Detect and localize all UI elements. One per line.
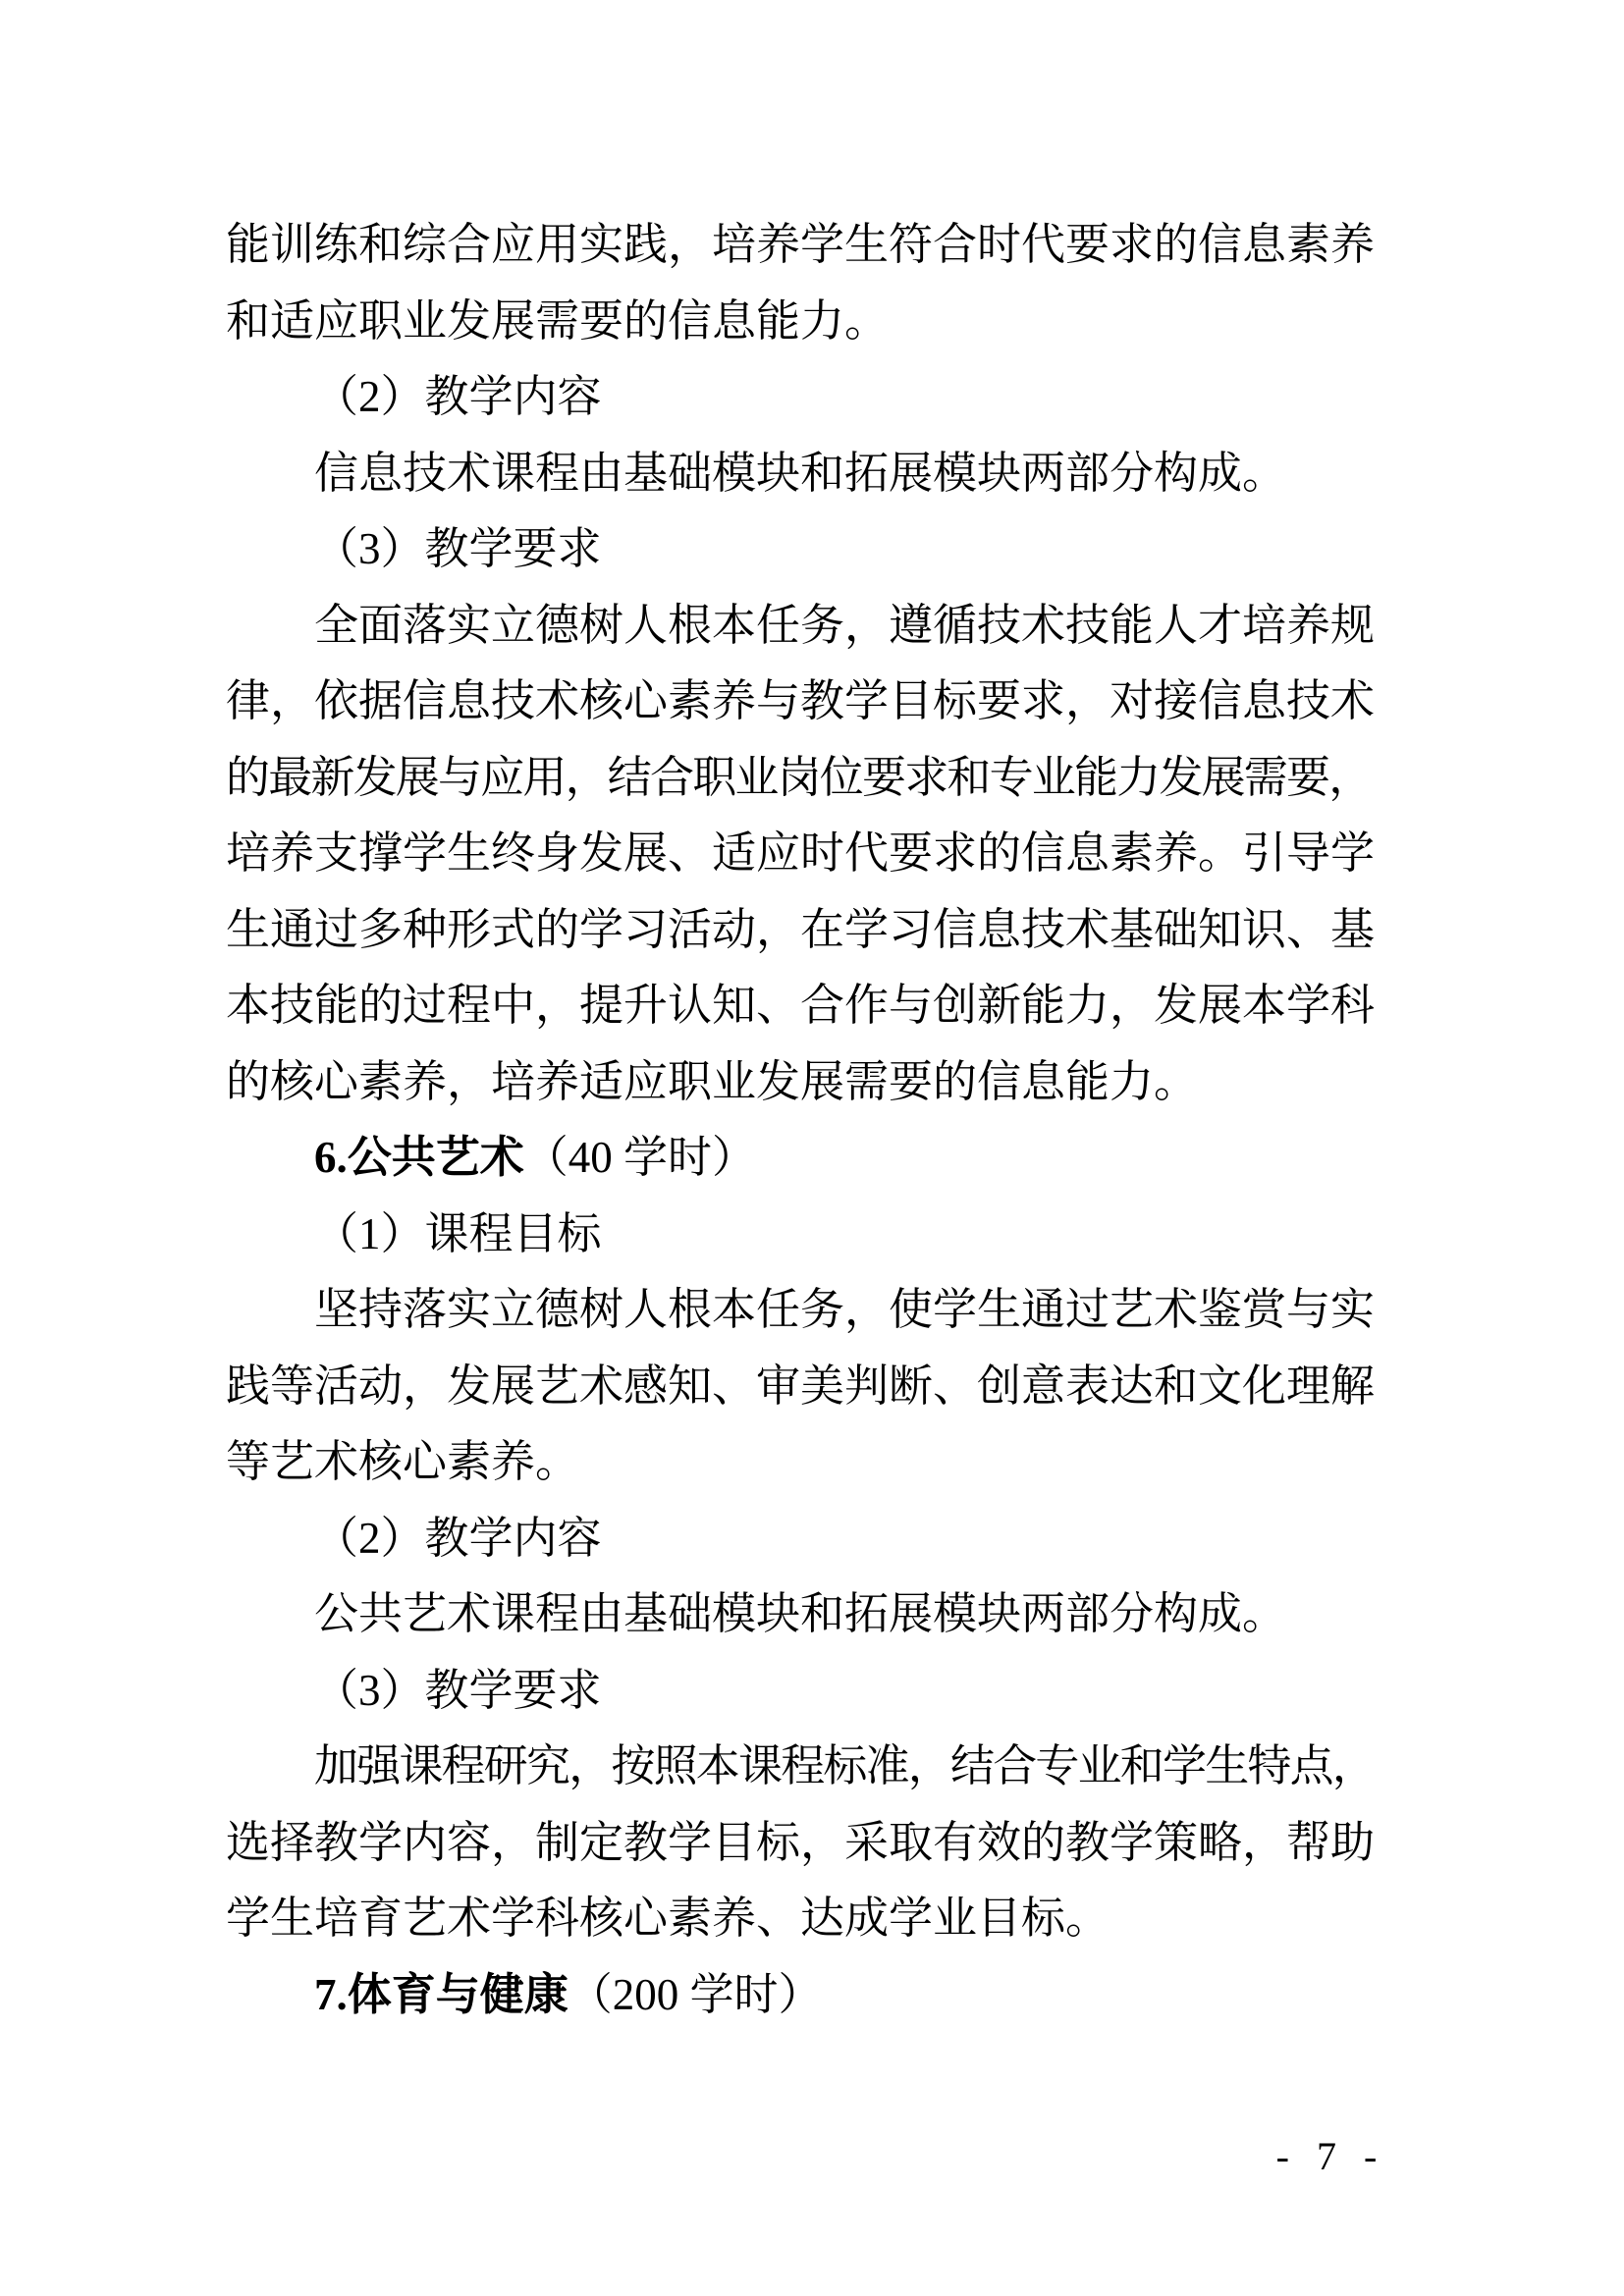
text-line: 本技能的过程中，提升认知、合作与创新能力，发展本学科 bbox=[226, 981, 1376, 1030]
heading-title: 6.公共艺术 bbox=[314, 1133, 524, 1182]
text-line: （2）教学内容 bbox=[314, 1513, 602, 1563]
text-line: 选择教学内容，制定教学目标，采取有效的教学策略，帮助 bbox=[226, 1817, 1376, 1867]
text-line: 能训练和综合应用实践，培养学生符合时代要求的信息素养 bbox=[226, 220, 1376, 269]
text-line: 践等活动，发展艺术感知、审美判断、创意表达和文化理解 bbox=[226, 1361, 1376, 1411]
text-line: 加强课程研究，按照本课程标准，结合专业和学生特点， bbox=[314, 1741, 1376, 1790]
text-line: 和适应职业发展需要的信息能力。 bbox=[226, 295, 890, 346]
text-line: 的核心素养，培养适应职业发展需要的信息能力。 bbox=[226, 1056, 1199, 1106]
text-line: 律，依据信息技术核心素养与教学目标要求，对接信息技术 bbox=[226, 676, 1376, 725]
heading-hours: （40 学时） bbox=[523, 1133, 757, 1182]
text-line: 培养支撑学生终身发展、适应时代要求的信息素养。引导学 bbox=[226, 828, 1376, 878]
text-line: 学生培育艺术学科核心素养、达成学业目标。 bbox=[226, 1894, 1110, 1943]
text-line: 公共艺术课程由基础模块和拓展模块两部分构成。 bbox=[314, 1589, 1287, 1638]
text-block bbox=[226, 207, 1375, 2033]
heading-title: 7.体育与健康 bbox=[314, 1969, 568, 2019]
heading-line bbox=[226, 1957, 1375, 2034]
text-line: （3）教学要求 bbox=[314, 524, 602, 573]
text-line: 的最新发展与应用，结合职业岗位要求和专业能力发展需要， bbox=[226, 752, 1372, 802]
text-line: 信息技术课程由基础模块和拓展模块两部分构成。 bbox=[314, 448, 1287, 498]
heading-line bbox=[226, 1120, 1375, 1197]
text-line: 全面落实立德树人根本任务，遵循技术技能人才培养规 bbox=[314, 600, 1376, 650]
heading-hours: （200 学时） bbox=[568, 1969, 823, 2019]
page-number: - 7 - bbox=[1275, 2134, 1383, 2178]
text-line: 坚持落实立德树人根本任务，使学生通过艺术鉴赏与实 bbox=[314, 1285, 1376, 1334]
text-line: 等艺术核心素养。 bbox=[226, 1437, 580, 1486]
text-line: 生通过多种形式的学习活动，在学习信息技术基础知识、基 bbox=[226, 904, 1376, 954]
text-line: （1）课程目标 bbox=[314, 1208, 602, 1258]
text-line: （3）教学要求 bbox=[314, 1665, 602, 1715]
text-line: （2）教学内容 bbox=[314, 372, 602, 421]
